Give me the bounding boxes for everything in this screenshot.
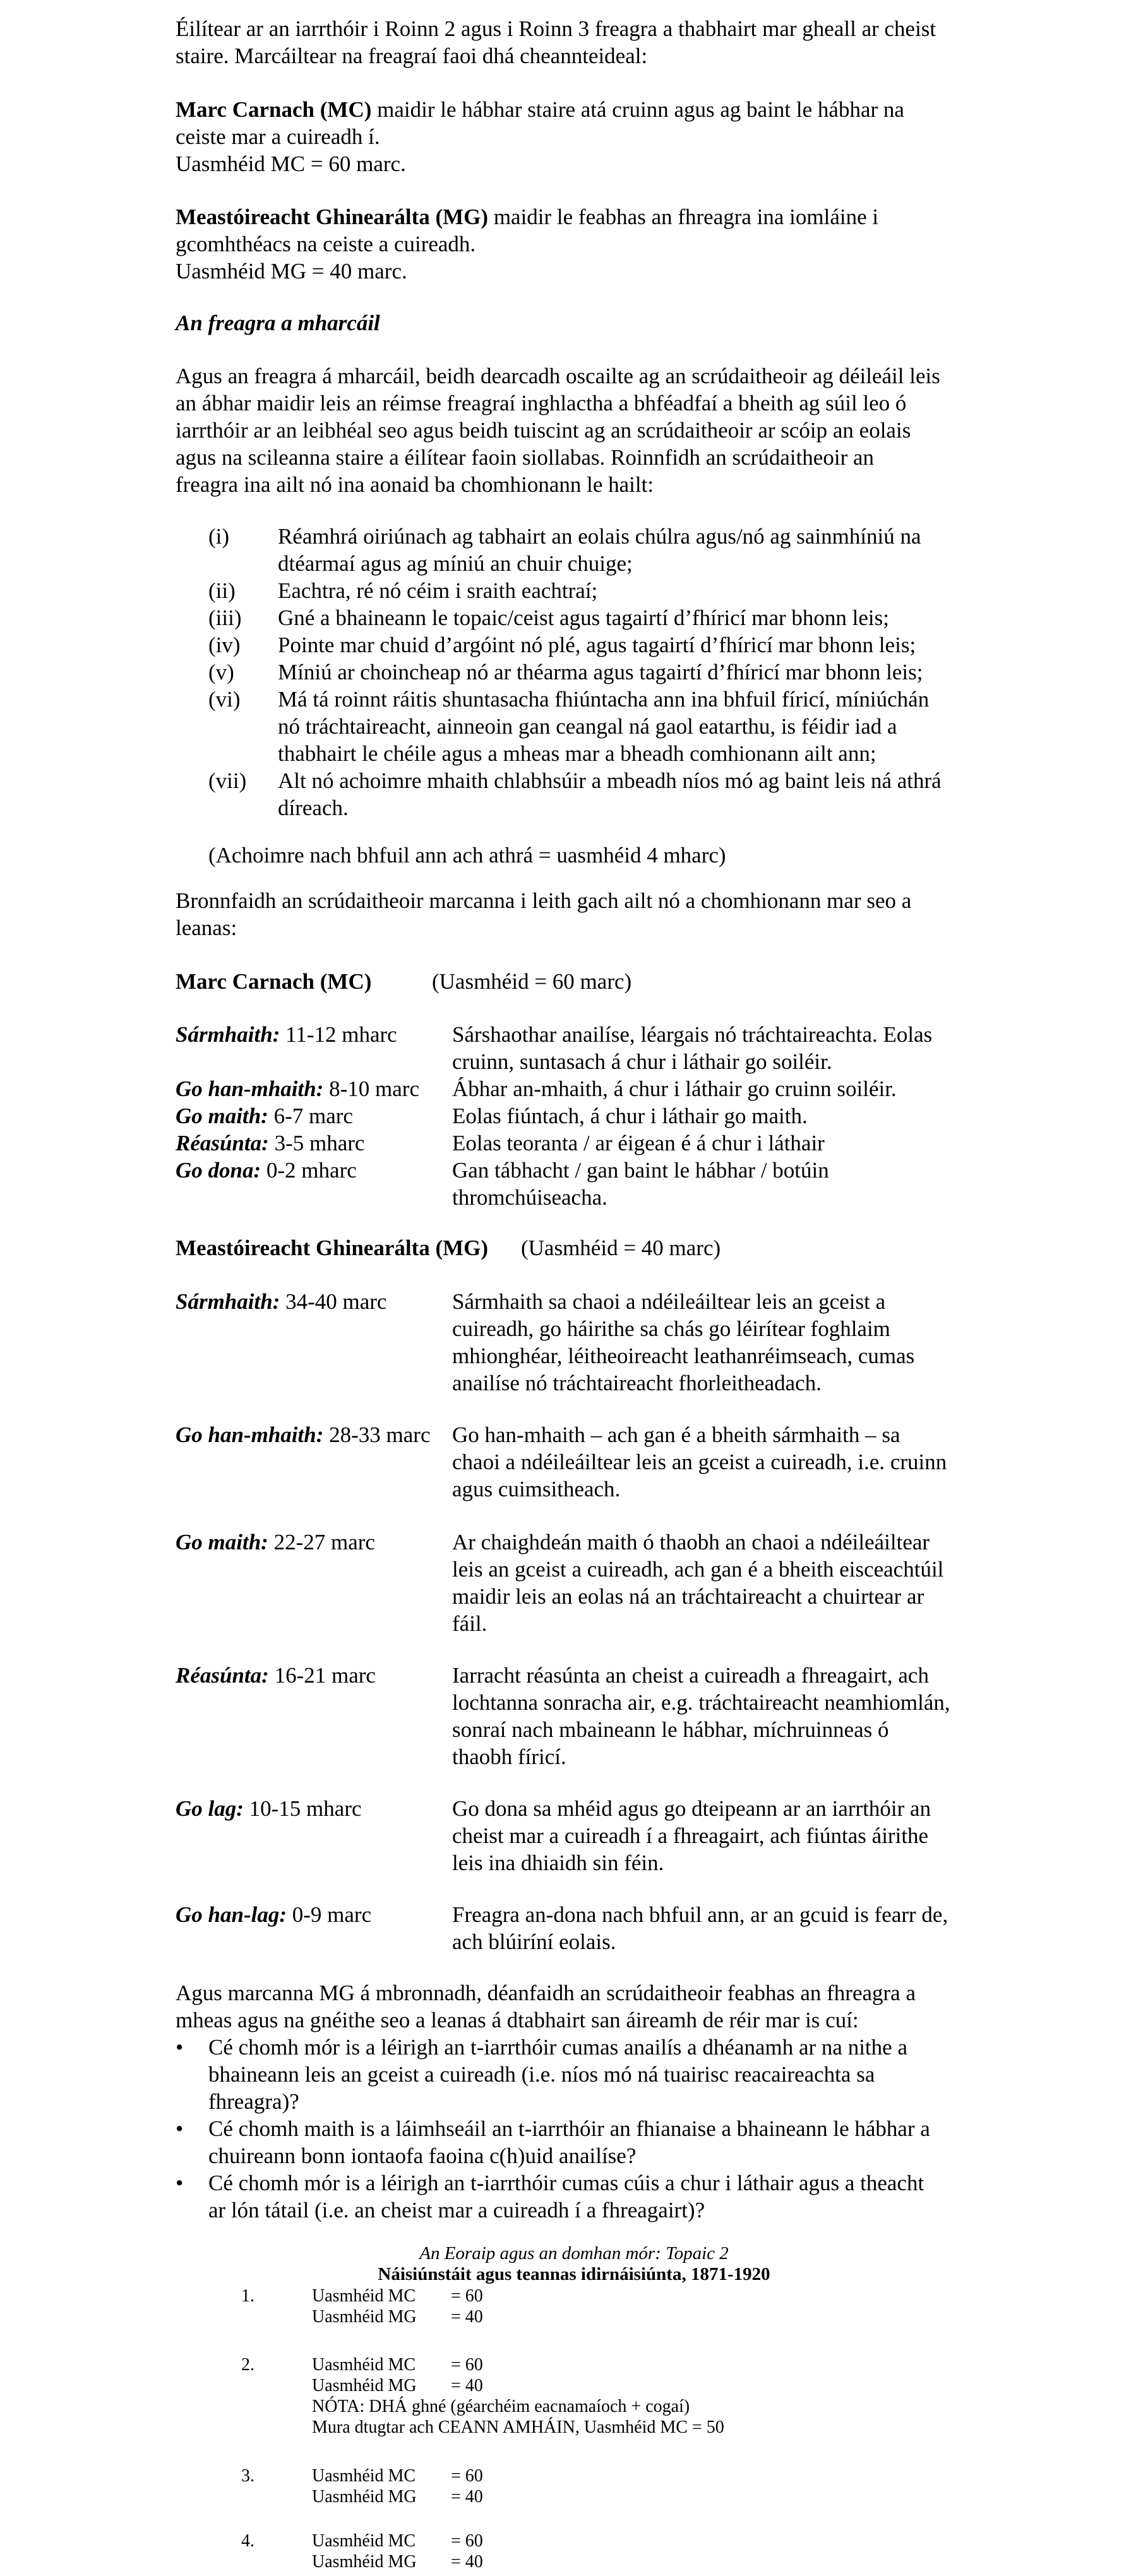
desc-line: Ábhar an-mhaith, á chur i láthair go cruinn soiléir. xyxy=(452,1076,897,1101)
grade-description xyxy=(452,1901,948,1955)
desc-line: Go han-mhaith – ach gan é a bheith sármhaith – sa xyxy=(452,1422,900,1447)
mg-label: Uasmhéid MG xyxy=(312,2376,417,2395)
grade-description xyxy=(452,1421,947,1503)
desc-line: Eolas fiúntach, á chur i láthair go maith. xyxy=(452,1104,808,1128)
award-line: leanas: xyxy=(176,915,237,940)
mc-value: = 60 xyxy=(451,2286,483,2306)
desc-line: cheist mar a cuireadh í a fhreagairt, ach fiúntas áirithe xyxy=(452,1823,929,1848)
mg-grade xyxy=(176,1421,430,1448)
desc-line: Gan tábhacht / gan baint le hábhar / botúin xyxy=(452,1158,829,1183)
list-text: dtéarmaí agus ag míniú an chuir chuige; xyxy=(278,551,633,576)
grade-description xyxy=(452,1662,950,1770)
mg-label: Uasmhéid MG xyxy=(312,2307,417,2327)
question-number: 3. xyxy=(241,2466,254,2486)
grade-marks: 16-21 marc xyxy=(268,1663,376,1688)
mg-table-heading: Meastóireacht Ghinearálta (MG) xyxy=(176,1236,489,1260)
mc-definition-text: maidir le hábhar staire atá cruinn agus ag baint le hábhar na xyxy=(371,97,904,122)
mg-value: = 40 xyxy=(451,2487,483,2507)
mg-term: Meastóireacht Ghinearálta (MG) xyxy=(176,205,489,229)
desc-line: thromchúiseacha. xyxy=(452,1185,607,1210)
desc-line: lochtanna sonracha air, e.g. tráchtaireacht neamhiomlán, xyxy=(452,1690,950,1715)
topic-title: Náisiúnstáit agus teannas idirnáisiúnta, 1871-1920 xyxy=(378,2264,770,2284)
grade-marks: 3-5 mharc xyxy=(268,1131,365,1155)
desc-line: chaoi a ndéileáiltear leis an gceist a cuireadh, i.e. cruinn xyxy=(452,1450,947,1474)
desc-line: Go dona sa mhéid agus go dteipeann ar an iarrthóir an xyxy=(452,1796,931,1821)
mg-grade xyxy=(176,1662,376,1689)
marking-line: an ábhar maidir leis an réimse freagraí inghlactha a bhféadfaí a bheith ag súil leo ó xyxy=(176,391,907,415)
grade-description xyxy=(452,1288,914,1397)
award-line: Bronnfaidh an scrúdaitheoir marcanna i leith gach ailt nó a chomhionann mar seo a xyxy=(176,888,912,913)
grade-label: Go maith: xyxy=(176,1530,268,1554)
grade-marks: 34-40 marc xyxy=(280,1289,387,1314)
grade-label: Réasúnta: xyxy=(176,1131,269,1155)
desc-line: Eolas teoranta / ar éigean é á chur i láthair xyxy=(452,1131,825,1155)
marking-line: freagra ina ailt nó ina aonaid ba chomhionann le hailt: xyxy=(176,472,654,497)
grade-marks: 0-2 mharc xyxy=(261,1158,357,1183)
mc-term: Marc Carnach (MC) xyxy=(176,97,372,122)
mc-grade xyxy=(176,1130,364,1157)
desc-line: thaobh fíricí. xyxy=(452,1744,566,1769)
list-text: Má tá roinnt ráitis shuntasacha fhiúntacha ann ina bhfuil fíricí, míniúchán xyxy=(278,687,930,712)
bullet-icon: • xyxy=(176,2171,184,2195)
topic-subtitle: An Eoraip agus an domhan mór: Topaic 2 xyxy=(419,2243,729,2263)
grade-label: Sármhaith: xyxy=(176,1289,280,1314)
marking-line: iarrthóir ar an leibhéal seo agus beidh tuiscint ag an scrúdaitheoir ar scóip an eolais xyxy=(176,418,911,443)
question-number: 4. xyxy=(241,2531,254,2551)
desc-line: sonraí nach mbaineann le hábhar, míchruinneas ó xyxy=(452,1717,889,1742)
mc-label: Uasmhéid MC xyxy=(312,2286,416,2306)
mg-definition-line: gcomhthéacs na ceiste a cuireadh. xyxy=(176,232,476,256)
desc-line: Sármhaith sa chaoi a ndéileáiltear leis an gceist a xyxy=(452,1289,886,1314)
grade-description xyxy=(452,1021,932,1075)
list-number: (v) xyxy=(208,660,234,684)
mc-label: Uasmhéid MC xyxy=(312,2531,416,2551)
bullet-icon: • xyxy=(176,2035,184,2060)
mg-definition xyxy=(176,203,990,285)
mg-value: = 40 xyxy=(451,2307,483,2327)
summary-note: (Achoimre nach bhfuil ann ach athrá = uasmhéid 4 mharc) xyxy=(208,843,726,868)
intro-line: Éilítear ar an iarrthóir i Roinn 2 agus i Roinn 3 freagra a thabhairt mar gheall ar cheist xyxy=(176,16,936,41)
desc-line: Freagra an-dona nach bhfuil ann, ar an gcuid is fearr de, xyxy=(452,1902,948,1927)
grade-marks: 11-12 mharc xyxy=(280,1022,397,1047)
list-text: Eachtra, ré nó céim i sraith eachtraí; xyxy=(278,578,598,603)
grade-label: Go han-mhaith: xyxy=(176,1076,324,1101)
question-note: NÓTA: DHÁ ghné (géarchéim eacnamaíoch + cogaí) xyxy=(312,2397,690,2416)
desc-line: fáil. xyxy=(452,1611,487,1636)
grade-marks: 10-15 mharc xyxy=(243,1796,362,1821)
bullet-line: Cé chomh mór is a léirigh an t-iarrthóir cumas cúis a chur i láthair agus a theacht xyxy=(208,2171,924,2195)
desc-line: cruinn, suntasach á chur i láthair go soiléir. xyxy=(452,1049,832,1074)
grade-label: Réasúnta: xyxy=(176,1663,269,1688)
mc-grade xyxy=(176,1102,353,1130)
bullet-line: Cé chomh maith is a láimhseáil an t-iarrthóir an fhianaise a bhaineann le hábhar a xyxy=(208,2116,930,2141)
bullet-line: Cé chomh mór is a léirigh an t-iarrthóir cumas anailís a dhéanamh ar na nithe a xyxy=(208,2035,907,2060)
desc-line: agus cuimsitheach. xyxy=(452,1477,621,1501)
grade-description xyxy=(452,1529,943,1637)
list-number: (ii) xyxy=(208,578,236,603)
list-text: Alt nó achoimre mhaith chlabhsúir a mbeadh níos mó ag baint leis ná athrá xyxy=(278,768,942,793)
mc-definition-line: ceiste mar a cuireadh í. xyxy=(176,124,380,149)
list-text: Gné a bhaineann le topaic/ceist agus tagairtí d’fhíricí mar bhonn leis; xyxy=(278,605,890,630)
criteria-line: mheas agus na gnéithe seo a leanas á dtabhairt san áireamh de réir mar is cuí: xyxy=(176,2008,859,2032)
desc-line: Sárshaothar anailíse, léargais nó tráchtaireachta. Eolas xyxy=(452,1022,933,1047)
mc-grade xyxy=(176,1075,419,1102)
mc-definition xyxy=(176,96,990,177)
desc-line: Iarracht réasúnta an cheist a cuireadh a fhreagairt, ach xyxy=(452,1663,929,1688)
grade-description xyxy=(452,1157,829,1211)
desc-line: leis an gceist a cuireadh, ach gan é a bheith eisceachtúil xyxy=(452,1557,944,1582)
mg-definition-text: maidir le feabhas an fhreagra ina iomláine i xyxy=(488,205,879,229)
mg-grade xyxy=(176,1901,371,1928)
desc-line: anailíse nó tráchtaireacht fhorleitheadach. xyxy=(452,1371,822,1395)
list-number: (vii) xyxy=(208,768,247,793)
grade-label: Go lag: xyxy=(176,1796,244,1821)
mc-grade xyxy=(176,1021,397,1048)
list-text: Míniú ar choincheap nó ar théarma agus tagairtí d’fhíricí mar bhonn leis; xyxy=(278,660,923,684)
mg-value: = 40 xyxy=(451,2376,483,2395)
marking-line: agus na scileanna staire a éilítear faoin siollabas. Roinnfidh an scrúdaitheoir an xyxy=(176,445,875,470)
mg-grade xyxy=(176,1529,375,1556)
question-number: 2. xyxy=(241,2355,254,2375)
desc-line: mhionghéar, léitheoireacht leathanréimseach, cumas xyxy=(452,1344,915,1368)
grade-label: Go han-mhaith: xyxy=(176,1422,324,1447)
mc-label: Uasmhéid MC xyxy=(312,2355,416,2375)
mc-table-heading: Marc Carnach (MC) xyxy=(176,969,372,994)
list-text: díreach. xyxy=(278,796,349,820)
desc-line: leis ina dhiaidh sin féin. xyxy=(452,1851,664,1875)
marking-heading: An freagra a mharcáil xyxy=(176,311,380,335)
intro-line: staire. Marcáiltear na freagraí faoi dhá cheannteideal: xyxy=(176,44,648,68)
mc-grade xyxy=(176,1157,357,1184)
mg-grade xyxy=(176,1288,386,1315)
grade-description xyxy=(452,1795,931,1876)
question-number: 1. xyxy=(241,2286,254,2306)
list-number: (i) xyxy=(208,524,230,549)
bullet-line: ar lón tátail (i.e. an cheist mar a cuireadh í a fhreagairt)? xyxy=(208,2198,705,2222)
list-number: (vi) xyxy=(208,687,241,712)
grade-label: Go maith: xyxy=(176,1104,268,1128)
list-text: Pointe mar chuid d’argóint nó plé, agus tagairtí d’fhíricí mar bhonn leis; xyxy=(278,633,916,657)
bullet-line: chuireann bonn iontaofa faoina c(h)uid anailíse? xyxy=(208,2144,637,2168)
criteria-line: Agus marcanna MG á mbronnadh, déanfaidh an scrúdaitheoir feabhas an fhreagra a xyxy=(176,1981,916,2005)
mc-label: Uasmhéid MC xyxy=(312,2466,416,2486)
list-text: thabhairt le chéile agus a mheas mar a bheadh comhionann ailt ann; xyxy=(278,741,876,766)
desc-line: Ar chaighdeán maith ó thaobh an chaoi a ndéileáiltear xyxy=(452,1530,930,1554)
mc-value: = 60 xyxy=(451,2531,483,2551)
list-text: nó tráchtaireacht, ainneoin gan ceangal ná gaol eatarthu, is féidir iad a xyxy=(278,714,897,739)
bullet-line: bhaineann leis an gceist a cuireadh (i.e. níos mó ná tuairisc reacaireachta sa xyxy=(208,2062,875,2087)
mg-max: Uasmhéid MG = 40 marc. xyxy=(176,259,407,283)
mg-value: = 40 xyxy=(451,2552,483,2572)
grade-marks: 28-33 marc xyxy=(323,1422,431,1447)
marking-line: Agus an freagra á mharcáil, beidh dearcadh oscailte ag an scrúdaitheoir ag déileáil leis xyxy=(176,364,940,388)
grade-description xyxy=(452,1075,897,1102)
intro-paragraph xyxy=(176,15,990,69)
question-note: Mura dtugtar ach CEANN AMHÁIN, Uasmhéid MC = 50 xyxy=(312,2418,724,2437)
award-paragraph xyxy=(176,887,990,941)
bullet-line: fhreagra)? xyxy=(208,2089,299,2114)
mg-table-max: (Uasmhéid = 40 marc) xyxy=(521,1236,721,1260)
list-number: (iii) xyxy=(208,605,242,630)
grade-label: Sármhaith: xyxy=(176,1022,280,1047)
grade-description xyxy=(452,1102,808,1130)
grade-label: Go han-lag: xyxy=(176,1902,287,1927)
grade-marks: 6-7 marc xyxy=(268,1104,353,1128)
grade-marks: 22-27 marc xyxy=(268,1530,375,1554)
grade-description xyxy=(452,1130,825,1157)
bullet-icon: • xyxy=(176,2116,184,2141)
grade-marks: 8-10 marc xyxy=(323,1076,419,1101)
mg-grade xyxy=(176,1795,362,1822)
list-number: (iv) xyxy=(208,633,241,657)
mc-value: = 60 xyxy=(451,2355,483,2375)
grade-label: Go dona: xyxy=(176,1158,261,1183)
mc-table-max: (Uasmhéid = 60 marc) xyxy=(432,969,632,994)
desc-line: maidir leis an eolas ná an tráchtaireacht a chuirtear ar xyxy=(452,1584,924,1609)
desc-line: ach blúiríní eolais. xyxy=(452,1929,616,1954)
list-text: Réamhrá oiriúnach ag tabhairt an eolais chúlra agus/nó ag sainmhíniú na xyxy=(278,524,921,549)
marking-paragraph xyxy=(176,362,990,498)
desc-line: cuireadh, go háirithe sa chás go léirítear foghlaim xyxy=(452,1316,890,1341)
mg-criteria-intro xyxy=(176,1979,990,2034)
mg-label: Uasmhéid MG xyxy=(312,2487,417,2507)
mc-value: = 60 xyxy=(451,2466,483,2486)
grade-marks: 0-9 marc xyxy=(287,1902,372,1927)
mg-label: Uasmhéid MG xyxy=(312,2552,417,2572)
mc-max: Uasmhéid MC = 60 marc. xyxy=(176,152,406,176)
